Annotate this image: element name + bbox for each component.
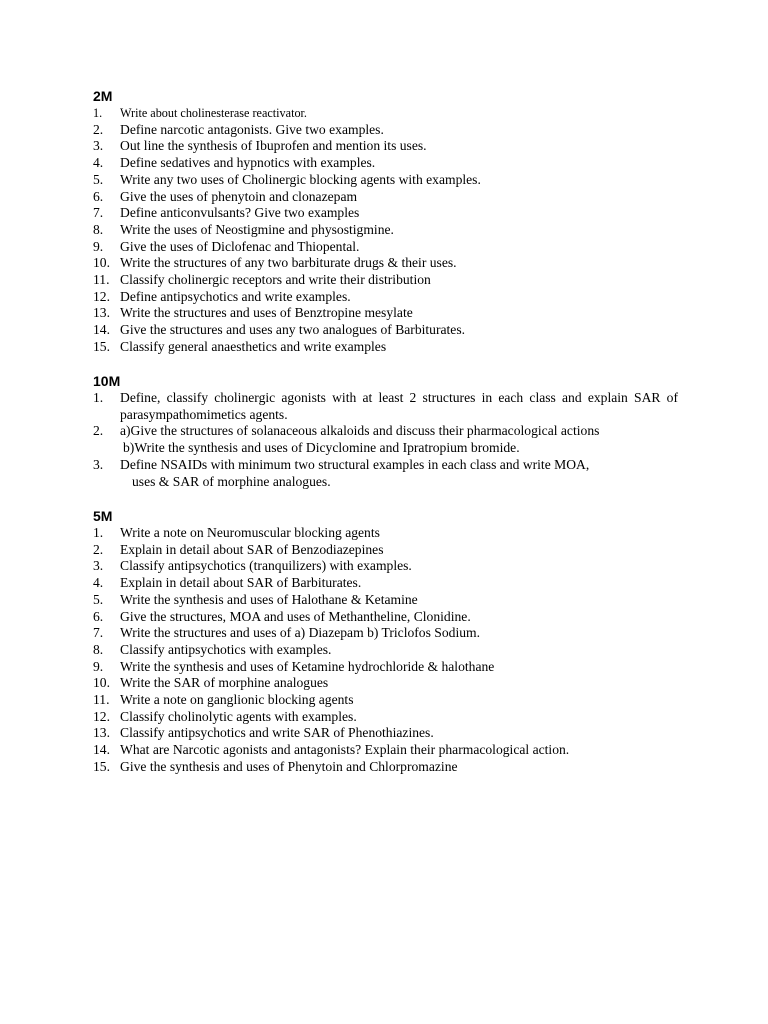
question-number: 9. <box>93 658 104 674</box>
question-item <box>93 272 678 289</box>
section-heading: 2M <box>93 88 113 104</box>
question-item <box>93 289 678 306</box>
question-number: 8. <box>93 221 104 237</box>
question-text: Classify antipsychotics (tranquilizers) with examples. <box>120 558 412 574</box>
question-item <box>93 105 678 122</box>
question-number: 5. <box>93 591 104 607</box>
question-text: Write the uses of Neostigmine and physostigmine. <box>120 221 394 237</box>
question-number: 2. <box>93 541 104 557</box>
question-number: 7. <box>93 205 104 221</box>
question-text: Write the synthesis and uses of Halothane & Ketamine <box>120 591 418 607</box>
question-text: Give the uses of phenytoin and clonazepam <box>120 188 358 204</box>
question-item <box>93 172 678 189</box>
question-number: 11. <box>93 272 110 288</box>
question-number: 12. <box>93 708 110 724</box>
question-item <box>93 305 678 322</box>
question-number: 7. <box>93 625 104 641</box>
question-text: Give the uses of Diclofenac and Thiopental. <box>120 238 360 254</box>
question-item <box>93 659 678 676</box>
question-number: 13. <box>93 725 110 741</box>
question-text: a)Give the structures of solanaceous alkaloids and discuss their pharmacological actions <box>120 423 600 439</box>
question-text: Explain in detail about SAR of Benzodiazepines <box>120 541 384 557</box>
question-item <box>93 709 678 726</box>
question-text: Out line the synthesis of Ibuprofen and mention its uses. <box>120 138 427 154</box>
question-number: 4. <box>93 155 104 171</box>
question-number: 9. <box>93 238 104 254</box>
question-item <box>93 205 678 222</box>
question-text: Write the synthesis and uses of Ketamine hydrochloride & halothane <box>120 658 495 674</box>
question-item <box>93 742 678 759</box>
question-item <box>93 725 678 742</box>
question-item <box>93 692 678 709</box>
question-item <box>93 390 678 423</box>
question-item <box>93 542 678 559</box>
question-text: Define antipsychotics and write examples. <box>120 288 351 304</box>
question-text: Classify cholinolytic agents with examples. <box>120 708 357 724</box>
question-number: 1. <box>93 106 103 120</box>
question-item <box>93 558 678 575</box>
question-text: Give the structures and uses any two analogues of Barbiturates. <box>120 322 466 338</box>
question-item <box>93 423 678 456</box>
question-text: Define sedatives and hypnotics with examples. <box>120 155 376 171</box>
question-number: 1. <box>93 525 104 540</box>
question-number: 15. <box>93 758 110 774</box>
question-number: 8. <box>93 641 104 657</box>
question-item <box>93 575 678 592</box>
question-item <box>93 625 678 642</box>
question-item <box>93 138 678 155</box>
question-item <box>93 322 678 339</box>
question-text: Define NSAIDs with minimum two structural examples in each class and write MOA, <box>120 456 590 472</box>
question-text: Classify general anaesthetics and write examples <box>120 338 387 354</box>
question-item <box>93 339 678 356</box>
question-number: 10. <box>93 675 110 691</box>
question-item <box>93 592 678 609</box>
question-number: 14. <box>93 322 110 338</box>
question-number: 5. <box>93 171 104 187</box>
question-text: Write any two uses of Cholinergic blocking agents with examples. <box>120 171 481 187</box>
question-text: What are Narcotic agonists and antagonists? Explain their pharmacological action. <box>120 742 570 758</box>
question-text: Classify antipsychotics with examples. <box>120 641 332 657</box>
question-text: Write about cholinesterase reactivator. <box>120 106 307 120</box>
question-number: 1. <box>93 390 104 405</box>
section-heading: 10M <box>93 373 121 389</box>
question-number: 3. <box>93 456 104 472</box>
section-heading: 5M <box>93 508 113 524</box>
section-10-marks <box>93 373 678 490</box>
question-text: Write the structures of any two barbiturate drugs & their uses. <box>120 255 457 271</box>
question-number: 2. <box>93 423 104 439</box>
question-continuation-text: uses & SAR of morphine analogues. <box>132 473 331 489</box>
question-text: Define, classify cholinergic agonists with at least 2 structures in each class and explain SAR of parasympathomimetics agents. <box>120 390 678 422</box>
question-item <box>93 525 678 542</box>
question-item <box>93 759 678 776</box>
question-text: Write the structures and uses of Benztropine mesylate <box>120 305 413 321</box>
section-2-marks <box>93 88 678 356</box>
question-list <box>93 525 678 776</box>
question-text: Give the synthesis and uses of Phenytoin and Chlorpromazine <box>120 758 458 774</box>
question-item <box>93 122 678 139</box>
question-text: Write the structures and uses of a) Diazepam b) Triclofos Sodium. <box>120 625 480 641</box>
question-item <box>93 675 678 692</box>
question-text: Define narcotic antagonists. Give two examples. <box>120 121 384 137</box>
question-number: 6. <box>93 608 104 624</box>
question-number: 11. <box>93 692 110 708</box>
question-subpart-text: b)Write the synthesis and uses of Dicyclomine and Ipratropium bromide. <box>123 440 520 456</box>
question-item <box>93 222 678 239</box>
question-number: 6. <box>93 188 104 204</box>
question-list <box>93 390 678 490</box>
question-number: 12. <box>93 288 110 304</box>
question-number: 15. <box>93 338 110 354</box>
section-5-marks <box>93 508 678 776</box>
question-number: 13. <box>93 305 110 321</box>
question-item <box>93 155 678 172</box>
question-item <box>93 642 678 659</box>
question-item <box>93 457 678 490</box>
question-item <box>93 255 678 272</box>
question-text: Write a note on ganglionic blocking agents <box>120 692 354 708</box>
question-number: 2. <box>93 121 104 137</box>
question-number: 3. <box>93 558 104 574</box>
question-number: 4. <box>93 575 104 591</box>
question-text: Explain in detail about SAR of Barbiturates. <box>120 575 362 591</box>
question-text: Classify cholinergic receptors and write their distribution <box>120 272 431 288</box>
question-item <box>93 609 678 626</box>
question-number: 14. <box>93 742 110 758</box>
question-text: Define anticonvulsants? Give two examples <box>120 205 360 221</box>
question-text: Give the structures, MOA and uses of Methantheline, Clonidine. <box>120 608 471 624</box>
question-text: Classify antipsychotics and write SAR of Phenothiazines. <box>120 725 434 741</box>
question-text: Write a note on Neuromuscular blocking agents <box>120 525 380 540</box>
question-item <box>93 239 678 256</box>
question-item <box>93 189 678 206</box>
question-number: 10. <box>93 255 110 271</box>
question-number: 3. <box>93 138 104 154</box>
question-text: Write the SAR of morphine analogues <box>120 675 329 691</box>
question-list <box>93 105 678 356</box>
